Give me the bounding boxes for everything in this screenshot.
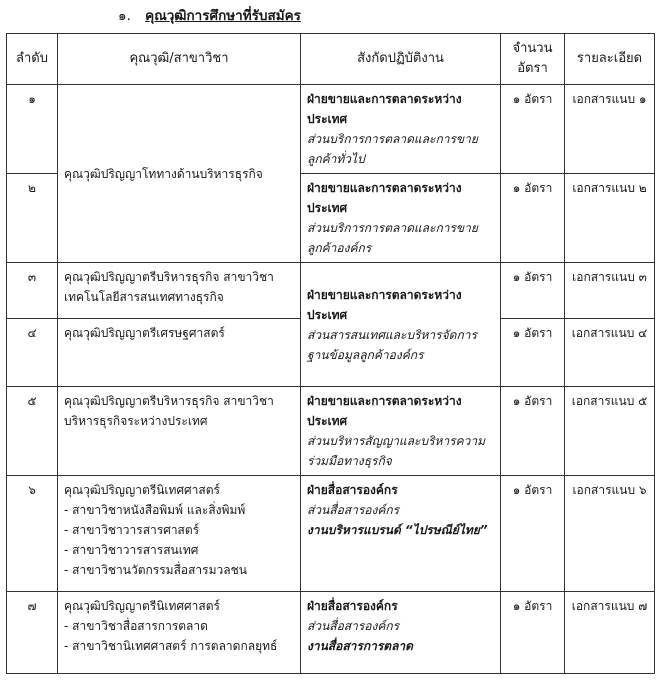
department-name: ฝ่ายสื่อสารองค์กร — [307, 483, 398, 497]
department-cell — [301, 476, 501, 592]
col-header-order: ลำดับ — [7, 34, 58, 85]
count-cell: ๑ อัตรา — [501, 174, 565, 263]
detail-cell: เอกสารแนบ ๑ — [565, 85, 655, 174]
qualification-title: คุณวุฒิปริญญาตรีนิเทศศาสตร์ — [64, 599, 220, 613]
row-number: ๕ — [7, 387, 58, 476]
qualification-cell: คุณวุฒิปริญญาตรีบริหารธุรกิจ สาขาวิชาบริหารธุรกิจระหว่างประเทศ — [58, 387, 301, 476]
col-header-detail: รายละเอียด — [565, 34, 655, 85]
col-header-department: สังกัดปฏิบัติงาน — [301, 34, 501, 85]
qualification-cell: คุณวุฒิปริญญาตรีบริหารธุรกิจ สาขาวิชาเทคโนโลยีสารสนเทศทางธุรกิจ — [58, 263, 301, 319]
qualification-cell: คุณวุฒิปริญญาโททางด้านบริหารธุรกิจ — [58, 85, 301, 263]
unit-name: งานบริหารแบรนด์ “ไปรษณีย์ไทย” — [307, 523, 488, 537]
row-number: ๗ — [7, 592, 58, 674]
major-item: - สาขาวิชานิเทศศาสตร์ การตลาดกลยุทธ์ — [64, 639, 278, 653]
qualification-table — [6, 33, 655, 674]
qualification-cell — [58, 476, 301, 592]
department-cell — [301, 592, 501, 674]
section-name: ส่วนสื่อสารองค์กร — [307, 619, 400, 633]
heading-number: ๑. — [118, 8, 131, 24]
major-item: - สาขาวิชาวารสารศาสตร์ — [64, 523, 200, 537]
major-item: - สาขาวิชานวัตกรรมสื่อสารมวลชน — [64, 563, 247, 577]
department-name: ฝ่ายขายและการตลาดระหว่างประเทศ — [307, 181, 462, 215]
table-row — [7, 85, 655, 174]
section-name: ส่วนบริการการตลาดและการขายลูกค้าทั่วไป — [307, 132, 478, 166]
qualification-cell: คุณวุฒิปริญญาตรีเศรษฐศาสตร์ — [58, 319, 301, 387]
department-name: ฝ่ายขายและการตลาดระหว่างประเทศ — [307, 92, 462, 126]
table-row — [7, 263, 655, 319]
col-header-qualification: คุณวุฒิ/สาขาวิชา — [58, 34, 301, 85]
detail-cell: เอกสารแนบ ๔ — [565, 319, 655, 387]
department-name: ฝ่ายขายและการตลาดระหว่างประเทศ — [307, 287, 462, 322]
count-cell: ๑ อัตรา — [501, 319, 565, 387]
table-row — [7, 592, 655, 674]
row-number: ๔ — [7, 319, 58, 387]
count-cell: ๑ อัตรา — [501, 85, 565, 174]
detail-cell: เอกสารแนบ ๒ — [565, 174, 655, 263]
table-row — [7, 387, 655, 476]
major-list — [64, 616, 294, 656]
unit-name: งานสื่อสารการตลาด — [307, 639, 413, 653]
table-row — [7, 476, 655, 592]
row-number: ๓ — [7, 263, 58, 319]
row-number: ๑ — [7, 85, 58, 174]
major-list — [64, 500, 294, 580]
section-name: ส่วนบริการการตลาดและการขายลูกค้าองค์กร — [307, 221, 478, 255]
major-item: - สาขาวิชาวารสารสนเทศ — [64, 543, 199, 557]
count-cell: ๑ อัตรา — [501, 592, 565, 674]
col-header-count: จำนวนอัตรา — [501, 34, 565, 85]
table-header-row — [7, 34, 655, 85]
detail-cell: เอกสารแนบ ๕ — [565, 387, 655, 476]
department-cell — [301, 387, 501, 476]
department-cell — [301, 263, 501, 387]
major-item: - สาขาวิชาหนังสือพิมพ์ และสิ่งพิมพ์ — [64, 503, 246, 517]
major-item: - สาขาวิชาสื่อสารการตลาด — [64, 619, 208, 633]
section-name: ส่วนบริหารสัญญาและบริหารความร่วมมือทางธุรกิจ — [307, 434, 486, 468]
detail-cell: เอกสารแนบ ๗ — [565, 592, 655, 674]
section-name: ส่วนสื่อสารองค์กร — [307, 503, 400, 517]
section-heading — [118, 4, 301, 26]
heading-title: คุณวุฒิการศึกษาที่รับสมัคร — [145, 8, 301, 24]
row-number: ๖ — [7, 476, 58, 592]
section-name: ส่วนสารสนเทศและบริหารจัดการฐานข้อมูลลูกค้าองค์กร — [307, 327, 477, 362]
qualification-cell — [58, 592, 301, 674]
count-cell: ๑ อัตรา — [501, 476, 565, 592]
detail-cell: เอกสารแนบ ๖ — [565, 476, 655, 592]
department-name: ฝ่ายสื่อสารองค์กร — [307, 599, 398, 613]
department-cell — [301, 174, 501, 263]
department-name: ฝ่ายขายและการตลาดระหว่างประเทศ — [307, 394, 462, 428]
qualification-title: คุณวุฒิปริญญาตรีนิเทศศาสตร์ — [64, 483, 220, 497]
row-number: ๒ — [7, 174, 58, 263]
detail-cell: เอกสารแนบ ๓ — [565, 263, 655, 319]
count-cell: ๑ อัตรา — [501, 263, 565, 319]
count-cell: ๑ อัตรา — [501, 387, 565, 476]
department-cell — [301, 85, 501, 174]
